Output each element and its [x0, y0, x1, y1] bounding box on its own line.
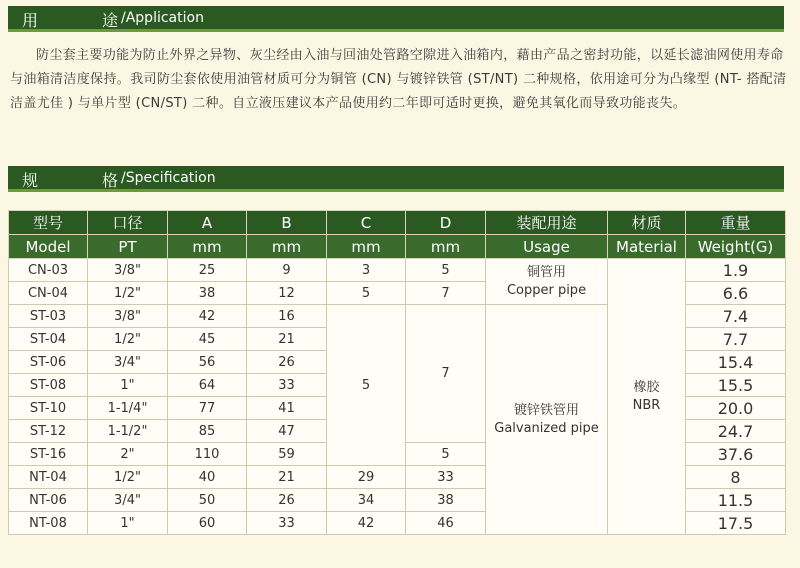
cell-usage-copper	[486, 259, 608, 305]
table-row	[9, 259, 786, 282]
header-weight-zh: 重量	[686, 211, 786, 235]
usage-galvanized-zh: 镀锌铁管用	[513, 402, 579, 418]
cell-pt: 1"	[88, 374, 168, 397]
cell-weight: 20.0	[686, 397, 786, 420]
cell-weight: 6.6	[686, 282, 786, 305]
cell-model: NT-08	[9, 512, 88, 535]
cell-b: 21	[247, 328, 327, 351]
cell-b: 59	[247, 443, 327, 466]
header-weight-en: Weight(G)	[686, 235, 786, 259]
header-pt-zh: 口径	[88, 211, 168, 235]
table-header-row-en	[9, 235, 786, 259]
cell-d: 7	[406, 282, 486, 305]
header-b: B	[247, 211, 327, 235]
header-a-unit: mm	[168, 235, 247, 259]
cell-model: ST-16	[9, 443, 88, 466]
cell-a: 85	[168, 420, 247, 443]
cell-a: 45	[168, 328, 247, 351]
cell-model: NT-04	[9, 466, 88, 489]
application-header-bar	[8, 6, 784, 32]
cell-a: 60	[168, 512, 247, 535]
cell-c: 3	[327, 259, 406, 282]
cell-pt: 1-1/2"	[88, 420, 168, 443]
cell-a: 40	[168, 466, 247, 489]
header-b-unit: mm	[247, 235, 327, 259]
cell-d: 5	[406, 259, 486, 282]
cell-model: ST-06	[9, 351, 88, 374]
specification-title-zh-1: 规	[22, 171, 39, 190]
cell-model: ST-04	[9, 328, 88, 351]
specification-title-zh-2: 格	[102, 171, 119, 190]
cell-model: CN-03	[9, 259, 88, 282]
cell-d-st-group: 7	[406, 305, 486, 443]
header-c: C	[327, 211, 406, 235]
cell-pt: 2"	[88, 443, 168, 466]
cell-pt: 3/8"	[88, 305, 168, 328]
cell-d: 46	[406, 512, 486, 535]
header-c-unit: mm	[327, 235, 406, 259]
cell-model: ST-03	[9, 305, 88, 328]
cell-c: 34	[327, 489, 406, 512]
cell-c-st-group: 5	[327, 305, 406, 466]
cell-pt: 1"	[88, 512, 168, 535]
cell-c: 5	[327, 282, 406, 305]
cell-pt: 1/2"	[88, 466, 168, 489]
cell-model: ST-10	[9, 397, 88, 420]
usage-copper-en: Copper pipe	[506, 282, 587, 298]
cell-a: 77	[168, 397, 247, 420]
header-pt-en: PT	[88, 235, 168, 259]
material-zh: 橡胶	[633, 379, 660, 395]
specification-title-en: /Specification	[121, 170, 216, 186]
cell-a: 42	[168, 305, 247, 328]
cell-weight: 15.5	[686, 374, 786, 397]
cell-b: 16	[247, 305, 327, 328]
cell-weight: 24.7	[686, 420, 786, 443]
header-model-en: Model	[9, 235, 88, 259]
cell-weight: 7.4	[686, 305, 786, 328]
cell-weight: 8	[686, 466, 786, 489]
usage-copper-zh: 铜管用	[526, 264, 566, 280]
cell-weight: 37.6	[686, 443, 786, 466]
cell-b: 26	[247, 489, 327, 512]
cell-pt: 1/2"	[88, 282, 168, 305]
cell-a: 110	[168, 443, 247, 466]
material-en: NBR	[632, 397, 661, 413]
application-title-zh-1: 用	[22, 11, 39, 30]
cell-weight: 7.7	[686, 328, 786, 351]
usage-galvanized-en: Galvanized pipe	[494, 420, 599, 436]
header-d: D	[406, 211, 486, 235]
cell-d: 5	[406, 443, 486, 466]
table-header-row-zh	[9, 211, 786, 235]
application-title-zh-2: 途	[102, 11, 119, 30]
cell-model: CN-04	[9, 282, 88, 305]
cell-a: 50	[168, 489, 247, 512]
cell-model: ST-08	[9, 374, 88, 397]
cell-pt: 3/4"	[88, 489, 168, 512]
cell-b: 33	[247, 374, 327, 397]
cell-c: 29	[327, 466, 406, 489]
header-a: A	[168, 211, 247, 235]
application-paragraph: 防尘套主要功能为防止外界之异物、灰尘经由入油与回油处管路空隙进入油箱内，藉由产品之密封功能，以延长滤油网使用寿命与油箱清洁度保持。我司防尘套依使用油管材质可分为铜管 (CN) 与镀锌铁管 (ST/NT) 二种规格，依用途可分为凸缘型 (NT- 搭配清洁盖尤佳 ) 与单片型 (CN/ST) 二种。自立液压建议本产品使用约二年即可适时更换，避免其氧化而导致功能丧失。	[10, 48, 787, 111]
cell-material	[608, 259, 686, 535]
cell-a: 25	[168, 259, 247, 282]
cell-b: 47	[247, 420, 327, 443]
cell-pt: 3/8"	[88, 259, 168, 282]
cell-b: 12	[247, 282, 327, 305]
cell-a: 64	[168, 374, 247, 397]
cell-weight: 1.9	[686, 259, 786, 282]
cell-b: 41	[247, 397, 327, 420]
header-d-unit: mm	[406, 235, 486, 259]
header-usage-en: Usage	[486, 235, 608, 259]
cell-b: 9	[247, 259, 327, 282]
cell-weight: 17.5	[686, 512, 786, 535]
specification-header-bar	[8, 166, 784, 192]
header-material-zh: 材质	[608, 211, 686, 235]
header-usage-zh: 装配用途	[486, 211, 608, 235]
application-title-en: /Application	[121, 10, 204, 26]
cell-b: 33	[247, 512, 327, 535]
cell-d: 38	[406, 489, 486, 512]
cell-d: 33	[406, 466, 486, 489]
cell-pt: 3/4"	[88, 351, 168, 374]
header-material-en: Material	[608, 235, 686, 259]
cell-b: 21	[247, 466, 327, 489]
cell-a: 56	[168, 351, 247, 374]
cell-pt: 1-1/4"	[88, 397, 168, 420]
cell-model: ST-12	[9, 420, 88, 443]
cell-weight: 15.4	[686, 351, 786, 374]
specification-table	[8, 210, 786, 535]
cell-model: NT-06	[9, 489, 88, 512]
cell-usage-galvanized	[486, 305, 608, 535]
cell-a: 38	[168, 282, 247, 305]
cell-weight: 11.5	[686, 489, 786, 512]
cell-pt: 1/2"	[88, 328, 168, 351]
cell-c: 42	[327, 512, 406, 535]
header-model-zh: 型号	[9, 211, 88, 235]
cell-b: 26	[247, 351, 327, 374]
